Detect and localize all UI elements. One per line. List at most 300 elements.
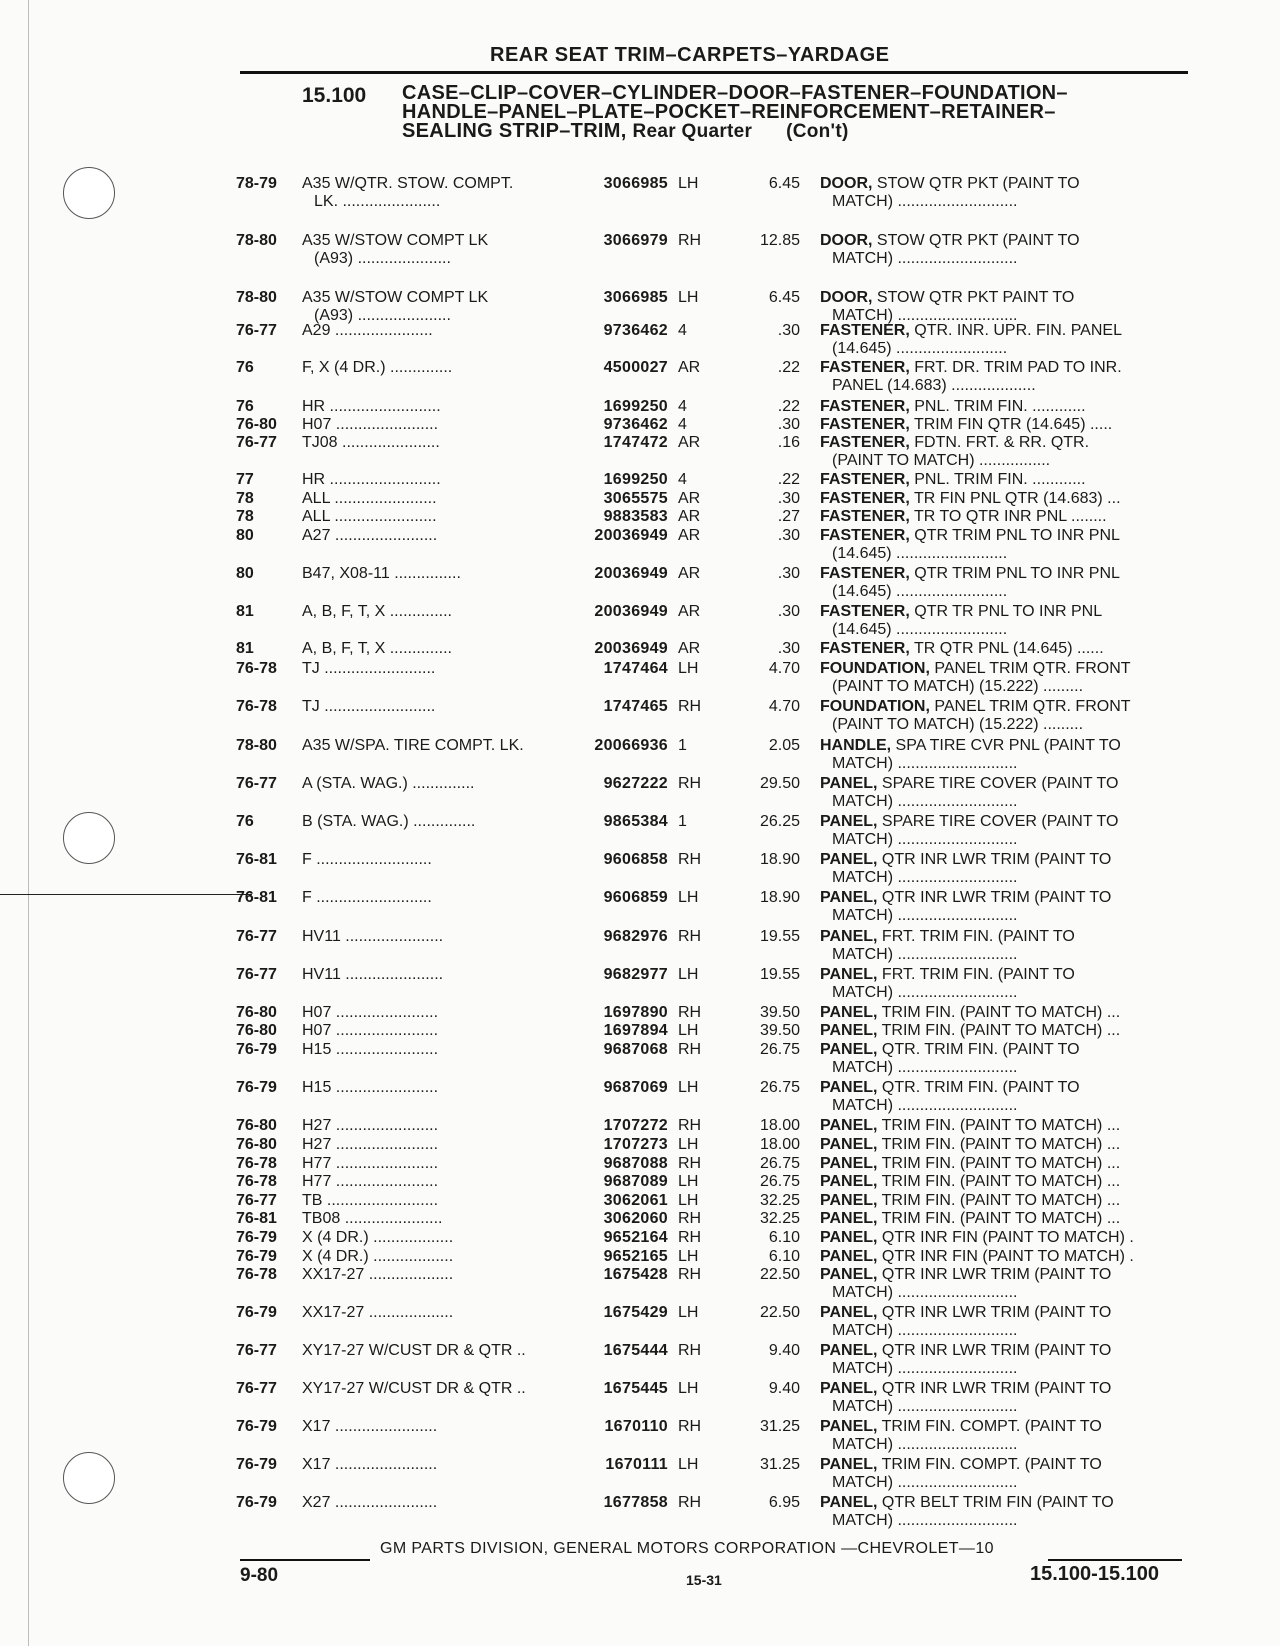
model-code [302,1342,562,1360]
quantity: LH [678,1192,699,1209]
model-year: 78-80 [236,289,277,306]
description-line-1: STOW QTR PKT (PAINT TO [872,175,1080,192]
description-line-2: MATCH) ........................... [832,1322,1018,1339]
model-code [302,1136,562,1154]
model-year: 76-80 [236,1136,277,1153]
model-code [302,232,562,268]
model-line-1: H15 ....................... [302,1079,439,1096]
price: 29.50 [759,775,800,792]
section-line-3-main: SEALING STRIP–TRIM, [402,120,627,142]
part-description [820,966,1190,1002]
price: 26.75 [759,1041,800,1058]
part-description [820,660,1190,696]
model-year: 76-77 [236,322,277,339]
model-year: 76-77 [236,1192,277,1209]
part-number: 20066936 [594,737,668,754]
model-year: 76 [236,359,254,376]
part-description [820,471,1190,489]
model-line-1: HV11 ...................... [302,928,444,945]
part-name: DOOR, [820,289,873,306]
description-line-1: FDTN. FRT. & RR. QTR. [909,434,1090,451]
description-line-1: QTR INR LWR TRIM (PAINT TO [877,1342,1112,1359]
model-line-1: TJ ......................... [302,660,436,677]
model-line-1: H07 ....................... [302,1004,439,1021]
part-name: FOUNDATION, [820,660,930,677]
model-year: 76 [236,398,254,415]
table-row [0,1418,1280,1452]
model-code [302,398,562,416]
section-line-3-sub: Rear Quarter [632,121,753,142]
part-name: FASTENER, [820,416,910,433]
quantity: AR [678,508,701,525]
model-code [302,813,562,831]
model-code [302,508,562,526]
model-year: 76-77 [236,1342,277,1359]
model-code [302,851,562,869]
quantity: LH [678,660,699,677]
model-code [302,289,562,325]
part-number: 1707272 [603,1117,668,1134]
table-row [0,1494,1280,1528]
price: 19.55 [759,966,800,983]
model-year: 78 [236,508,254,525]
part-name: FASTENER, [820,322,910,339]
description-line-1: QTR INR LWR TRIM (PAINT TO [877,889,1112,906]
model-code [302,1266,562,1284]
model-line-1: F .......................... [302,889,432,906]
table-row [0,322,1280,356]
description-line-1: QTR TRIM PNL TO INR PNL [909,565,1120,582]
price: 26.75 [759,1079,800,1096]
footer-publisher: GM PARTS DIVISION, GENERAL MOTORS CORPORATION —CHEVROLET—10 [380,1540,994,1557]
quantity: LH [678,1380,699,1397]
part-name: PANEL, [820,1418,878,1435]
model-line-1: A35 W/STOW COMPT LK [302,232,489,249]
table-row [0,813,1280,847]
footer-date: 9-80 [240,1565,279,1586]
part-name: PANEL, [820,813,878,830]
model-year: 76-79 [236,1456,277,1473]
description-line-1: TRIM FIN. (PAINT TO MATCH) ... [877,1022,1121,1039]
model-line-1: X17 ....................... [302,1456,438,1473]
model-year: 80 [236,527,254,544]
part-name: PANEL, [820,1041,878,1058]
model-year: 78-80 [236,737,277,754]
part-number: 1670110 [604,1418,668,1435]
footer-rule-right [1048,1559,1182,1561]
part-name: PANEL, [820,1248,878,1265]
part-number: 1747472 [603,434,668,451]
model-line-1: A27 ....................... [302,527,438,544]
description-line-2: MATCH) ........................... [832,1398,1018,1415]
model-line-1: A (STA. WAG.) .............. [302,775,475,792]
part-number: 3065575 [603,490,668,507]
price: 32.25 [759,1192,800,1209]
description-line-1: TRIM FIN. (PAINT TO MATCH) ... [877,1117,1121,1134]
model-code [302,889,562,907]
quantity: RH [678,1210,702,1227]
model-year: 76-79 [236,1418,277,1435]
model-year: 76-81 [236,851,277,868]
footer-page-number: 15-31 [686,1572,722,1588]
description-line-1: SPARE TIRE COVER (PAINT TO [877,775,1119,792]
model-year: 76-78 [236,1173,277,1190]
part-name: PANEL, [820,966,878,983]
description-line-1: TRIM FIN. (PAINT TO MATCH) ... [877,1155,1121,1172]
part-number: 3066985 [603,289,668,306]
model-line-1: ALL ....................... [302,508,437,525]
price: 26.25 [759,813,800,830]
model-line-1: TB08 ...................... [302,1210,443,1227]
model-year: 76-80 [236,1117,277,1134]
description-line-1: QTR. TRIM FIN. (PAINT TO [877,1041,1080,1058]
price: 39.50 [759,1022,800,1039]
quantity: RH [678,1418,702,1435]
price: 6.45 [768,175,800,192]
quantity: RH [678,1004,702,1021]
part-name: FASTENER, [820,640,910,657]
price: 39.50 [759,1004,800,1021]
model-code [302,490,562,508]
model-line-1: X (4 DR.) .................. [302,1229,454,1246]
model-year: 76-78 [236,660,277,677]
model-year: 81 [236,640,254,657]
part-number: 1675444 [603,1342,668,1359]
part-description [820,775,1190,811]
description-line-2: (PAINT TO MATCH) ................ [832,452,1051,469]
description-line-1: QTR TR PNL TO INR PNL [909,603,1103,620]
description-line-2: MATCH) ........................... [832,946,1018,963]
model-line-1: H07 ....................... [302,1022,439,1039]
part-number: 9606858 [603,851,668,868]
part-description [820,1229,1190,1247]
part-name: PANEL, [820,775,878,792]
model-code [302,1004,562,1022]
page-title: REAR SEAT TRIM–CARPETS–YARDAGE [490,44,890,66]
part-number: 20036949 [594,565,668,582]
price: 6.10 [768,1229,800,1246]
description-line-1: PNL. TRIM FIN. ............ [909,398,1086,415]
description-line-1: QTR INR FIN (PAINT TO MATCH) . [877,1229,1134,1246]
model-line-1: X27 ....................... [302,1494,438,1511]
model-year: 78-79 [236,175,277,192]
part-name: FASTENER, [820,398,910,415]
description-line-1: TRIM FIN. (PAINT TO MATCH) ... [877,1136,1121,1153]
part-name: FASTENER, [820,527,910,544]
part-number: 9736462 [603,322,668,339]
price: .30 [777,416,800,433]
model-line-1: H15 ....................... [302,1041,439,1058]
model-year: 76-79 [236,1079,277,1096]
model-code [302,434,562,452]
model-year: 76-78 [236,1155,277,1172]
quantity: RH [678,1041,702,1058]
price: 18.90 [759,889,800,906]
model-year: 76-79 [236,1248,277,1265]
price: 12.85 [759,232,800,249]
table-row [0,1456,1280,1490]
model-code [302,1192,562,1210]
description-line-1: TRIM FIN. (PAINT TO MATCH) ... [877,1192,1121,1209]
table-row [0,434,1280,468]
description-line-1: QTR INR LWR TRIM (PAINT TO [877,1304,1112,1321]
part-name: PANEL, [820,1266,878,1283]
model-code [302,1456,562,1474]
part-description [820,232,1190,268]
price: 2.05 [768,737,800,754]
description-line-2: MATCH) ........................... [832,793,1018,810]
part-name: DOOR, [820,175,873,192]
description-line-2: MATCH) ........................... [832,1284,1018,1301]
table-row [0,603,1280,637]
part-name: FASTENER, [820,359,910,376]
description-line-2: MATCH) ........................... [832,1512,1018,1529]
part-name: FASTENER, [820,603,910,620]
part-description [820,928,1190,964]
price: .27 [777,508,800,525]
model-line-1: A35 W/SPA. TIRE COMPT. LK. [302,737,524,754]
description-line-2: MATCH) ........................... [832,1097,1018,1114]
price: .30 [777,603,800,620]
part-description [820,1456,1190,1492]
price: .30 [777,490,800,507]
model-code [302,698,562,716]
price: 18.00 [759,1136,800,1153]
model-code [302,928,562,946]
price: 19.55 [759,928,800,945]
description-line-1: TRIM FIN. (PAINT TO MATCH) ... [877,1210,1121,1227]
model-year: 76-81 [236,1210,277,1227]
header-rule [240,71,1188,74]
part-description [820,640,1190,658]
part-description [820,1380,1190,1416]
model-line-1: TJ08 ...................... [302,434,440,451]
model-line-1: HR ......................... [302,398,441,415]
part-name: PANEL, [820,1456,878,1473]
table-row [0,527,1280,561]
model-line-1: TB ......................... [302,1192,439,1209]
table-row [0,889,1280,923]
quantity: LH [678,1456,699,1473]
model-line-2: LK. ...................... [314,193,441,210]
model-line-1: H77 ....................... [302,1155,439,1172]
part-description [820,527,1190,563]
quantity: AR [678,434,701,451]
model-code [302,416,562,434]
description-line-1: FRT. TRIM FIN. (PAINT TO [877,966,1075,983]
part-number: 20036949 [594,640,668,657]
part-name: FASTENER, [820,471,910,488]
table-row [0,966,1280,1000]
model-code [302,1117,562,1135]
table-row [0,1304,1280,1338]
model-code [302,1079,562,1097]
price: .30 [777,565,800,582]
part-number: 1747464 [603,660,668,677]
price: 6.10 [768,1248,800,1265]
model-year: 76-80 [236,1022,277,1039]
description-line-2: (PAINT TO MATCH) (15.222) ......... [832,678,1084,695]
model-line-1: X17 ....................... [302,1418,438,1435]
part-number: 1675429 [603,1304,668,1321]
description-line-2: (14.645) ......................... [832,545,1008,562]
description-line-2: (14.645) ......................... [832,340,1008,357]
model-line-1: HV11 ...................... [302,966,444,983]
model-code [302,1304,562,1322]
part-number: 1699250 [603,398,668,415]
part-number: 1707273 [603,1136,668,1153]
model-line-2: (A93) ..................... [314,307,451,324]
part-name: FOUNDATION, [820,698,930,715]
price: .30 [777,527,800,544]
model-code [302,471,562,489]
price: 4.70 [768,698,800,715]
description-line-1: FRT. TRIM FIN. (PAINT TO [877,928,1075,945]
description-line-1: PNL. TRIM FIN. ............ [909,471,1086,488]
part-name: FASTENER, [820,565,910,582]
model-line-1: H27 ....................... [302,1136,439,1153]
quantity: RH [678,1117,702,1134]
part-name: PANEL, [820,1494,878,1511]
table-row [0,660,1280,694]
model-code [302,1380,562,1398]
description-line-2: MATCH) ........................... [832,1474,1018,1491]
part-description [820,813,1190,849]
part-number: 9736462 [603,416,668,433]
description-line-2: MATCH) ........................... [832,193,1018,210]
section-line-1: CASE–CLIP–COVER–CYLINDER–DOOR–FASTENER–FOUNDATION– [402,82,1068,104]
part-name: PANEL, [820,1004,878,1021]
description-line-1: STOW QTR PKT (PAINT TO [872,232,1080,249]
model-year: 76-78 [236,1266,277,1283]
description-line-1: TR QTR PNL (14.645) ...... [909,640,1104,657]
quantity: LH [678,1304,699,1321]
price: 18.00 [759,1117,800,1134]
description-line-1: TRIM FIN. (PAINT TO MATCH) ... [877,1004,1121,1021]
description-line-1: QTR. TRIM FIN. (PAINT TO [877,1079,1080,1096]
quantity: AR [678,565,701,582]
part-description [820,322,1190,358]
quantity: AR [678,640,701,657]
table-row [0,1342,1280,1376]
price: 22.50 [759,1266,800,1283]
part-description [820,398,1190,416]
table-row [0,175,1280,209]
part-name: PANEL, [820,1173,878,1190]
part-description [820,416,1190,434]
quantity: RH [678,1155,702,1172]
part-description [820,1266,1190,1302]
model-code [302,1248,562,1266]
part-name: PANEL, [820,928,878,945]
quantity: RH [678,1266,702,1283]
part-name: PANEL, [820,1229,878,1246]
part-name: PANEL, [820,1117,878,1134]
description-line-1: TRIM FIN. COMPT. (PAINT TO [877,1456,1102,1473]
part-name: DOOR, [820,232,873,249]
description-line-1: QTR BELT TRIM FIN (PAINT TO [877,1494,1114,1511]
model-line-1: H77 ....................... [302,1173,439,1190]
part-description [820,1248,1190,1266]
quantity: LH [678,175,699,192]
price: 26.75 [759,1173,800,1190]
price: 22.50 [759,1304,800,1321]
table-row [0,737,1280,771]
quantity: AR [678,603,701,620]
section-description [402,84,1182,141]
description-line-2: MATCH) ........................... [832,831,1018,848]
description-line-2: MATCH) ........................... [832,307,1018,324]
description-line-1: STOW QTR PKT PAINT TO [872,289,1075,306]
table-row [0,289,1280,323]
description-line-2: MATCH) ........................... [832,250,1018,267]
part-description [820,508,1190,526]
quantity: RH [678,1229,702,1246]
part-number: 9883583 [603,508,668,525]
part-description [820,565,1190,601]
description-line-2: MATCH) ........................... [832,1360,1018,1377]
quantity: 4 [678,471,687,488]
description-line-1: PANEL TRIM QTR. FRONT [929,660,1131,677]
part-description [820,889,1190,925]
description-line-1: SPARE TIRE COVER (PAINT TO [877,813,1119,830]
model-line-1: F .......................... [302,851,432,868]
model-line-1: ALL ....................... [302,490,437,507]
part-name: PANEL, [820,1136,878,1153]
section-cont: (Con't) [786,121,849,142]
table-row [0,928,1280,962]
model-code [302,1173,562,1191]
quantity: AR [678,527,701,544]
part-name: FASTENER, [820,434,910,451]
model-year: 76-80 [236,416,277,433]
part-description [820,1494,1190,1530]
description-line-1: QTR INR LWR TRIM (PAINT TO [877,1380,1112,1397]
price: .22 [777,359,800,376]
quantity: RH [678,1342,702,1359]
part-description [820,1041,1190,1077]
part-number: 1697894 [603,1022,668,1039]
part-description [820,1004,1190,1022]
section-line-3 [402,122,1182,141]
description-line-2: (PAINT TO MATCH) (15.222) ......... [832,716,1084,733]
model-code [302,1210,562,1228]
price: .30 [777,640,800,657]
model-code [302,775,562,793]
model-year: 78-80 [236,232,277,249]
part-number: 1675428 [603,1266,668,1283]
quantity: 4 [678,416,687,433]
description-line-2: MATCH) ........................... [832,869,1018,886]
model-line-1: XX17-27 ................... [302,1304,454,1321]
part-number: 9652165 [603,1248,668,1265]
quantity: RH [678,232,702,249]
model-line-1: TJ ......................... [302,698,436,715]
part-name: FASTENER, [820,490,910,507]
model-line-1: A, B, F, T, X .............. [302,640,452,657]
price: 26.75 [759,1155,800,1172]
section-line-2: HANDLE–PANEL–PLATE–POCKET–REINFORCEMENT–RETAINER– [402,101,1056,123]
model-code [302,603,562,621]
description-line-2: MATCH) ........................... [832,1436,1018,1453]
footer-range: 15.100-15.100 [1030,1563,1160,1585]
model-code [302,640,562,658]
table-row [0,565,1280,599]
price: .30 [777,322,800,339]
part-description [820,490,1190,508]
model-line-1: X (4 DR.) .................. [302,1248,454,1265]
quantity: 1 [678,813,687,830]
